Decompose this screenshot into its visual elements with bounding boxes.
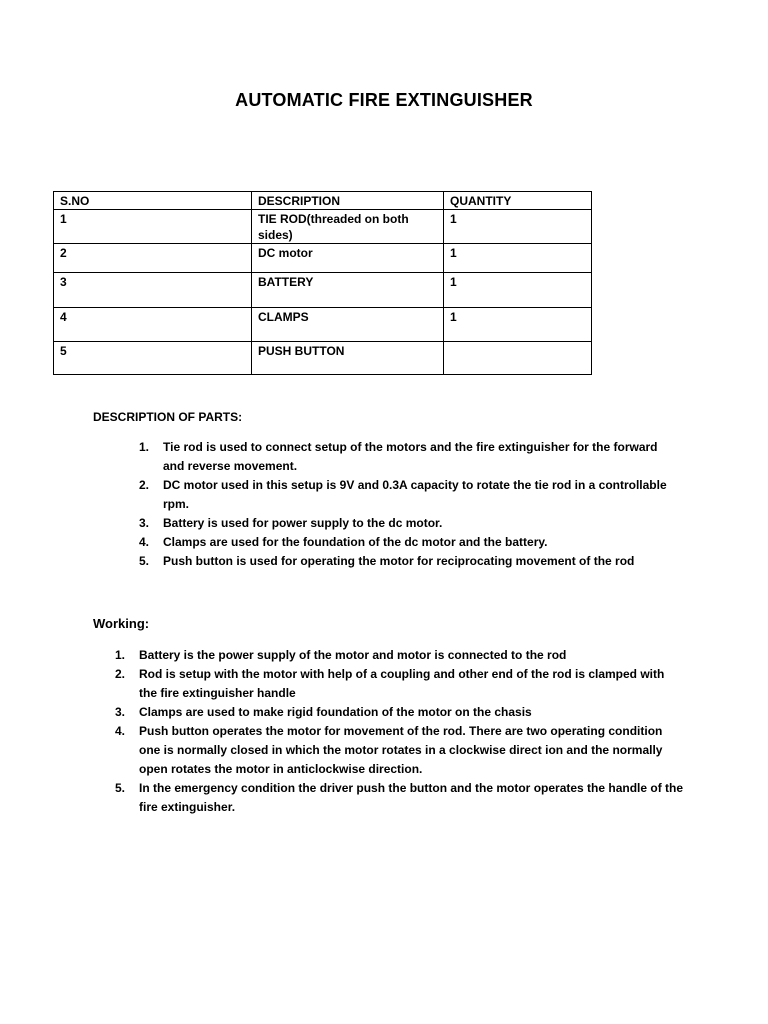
table-row (54, 244, 592, 273)
list-item-number: 1. (115, 648, 126, 662)
table-cell: 1 (444, 273, 592, 308)
list-item-text: Push button operates the motor for movement of the rod. There are two operating condition one is normally closed in which the motor rotates in a clockwise direct ion and the normally open rotates the motor in anticlockwise direction. (139, 724, 663, 776)
list-item (139, 552, 679, 571)
table-row (54, 342, 592, 375)
list-item-number: 4. (115, 724, 126, 738)
document-title: AUTOMATIC FIRE EXTINGUISHER (235, 90, 533, 110)
list-item (139, 476, 679, 514)
table-cell: BATTERY (252, 273, 444, 308)
table-header-row (54, 192, 592, 210)
table-cell: PUSH BUTTON (252, 342, 444, 375)
list-item-text: Clamps are used for the foundation of the dc motor and the battery. (163, 535, 548, 549)
list-item (139, 533, 679, 552)
table-cell: TIE ROD(threaded on both sides) (252, 210, 444, 244)
list-item (115, 779, 685, 817)
table-header-cell: S.NO (54, 192, 252, 210)
list-item-number: 1. (139, 440, 150, 454)
table-cell: DC motor (252, 244, 444, 273)
list-item (115, 646, 685, 665)
table-row (54, 308, 592, 342)
list-item-text: Battery is used for power supply to the dc motor. (163, 516, 443, 530)
table-header-cell: DESCRIPTION (252, 192, 444, 210)
list-item-text: Tie rod is used to connect setup of the motors and the fire extinguisher for the forward and reverse movement. (163, 440, 658, 473)
table-header-cell: QUANTITY (444, 192, 592, 210)
table-cell: CLAMPS (252, 308, 444, 342)
description-of-parts-heading: DESCRIPTION OF PARTS: (93, 410, 243, 424)
table-row (54, 273, 592, 308)
table-cell: 1 (444, 308, 592, 342)
working-list (115, 646, 685, 817)
table-cell (444, 342, 592, 375)
list-item (115, 665, 685, 703)
working-heading: Working: (93, 616, 150, 631)
list-item-number: 5. (139, 554, 150, 568)
table-row (54, 210, 592, 244)
list-item-number: 2. (115, 667, 126, 681)
list-item-number: 3. (139, 516, 150, 530)
table-cell: 5 (54, 342, 252, 375)
list-item-text: In the emergency condition the driver push the button and the motor operates the handle of the fire extinguisher. (139, 781, 684, 814)
list-item-number: 4. (139, 535, 150, 549)
table-cell: 1 (444, 210, 592, 244)
list-item-text: Battery is the power supply of the motor and motor is connected to the rod (139, 648, 567, 662)
table-cell: 1 (444, 244, 592, 273)
table-cell: 1 (54, 210, 252, 244)
list-item-text: Push button is used for operating the motor for reciprocating movement of the rod (163, 554, 635, 568)
list-item-number: 5. (115, 781, 126, 795)
parts-table (53, 191, 592, 375)
list-item-number: 2. (139, 478, 150, 492)
list-item (139, 438, 679, 476)
list-item-text: Rod is setup with the motor with help of a coupling and other end of the rod is clamped with the fire extinguisher handle (139, 667, 665, 700)
table-cell: 2 (54, 244, 252, 273)
list-item-text: Clamps are used to make rigid foundation of the motor on the chasis (139, 705, 532, 719)
list-item-text: DC motor used in this setup is 9V and 0.3A capacity to rotate the tie rod in a controllable rpm. (163, 478, 667, 511)
table-cell: 4 (54, 308, 252, 342)
list-item (139, 514, 679, 533)
list-item-number: 3. (115, 705, 126, 719)
list-item (115, 722, 685, 779)
description-of-parts-list (139, 438, 679, 571)
list-item (115, 703, 685, 722)
table-cell: 3 (54, 273, 252, 308)
